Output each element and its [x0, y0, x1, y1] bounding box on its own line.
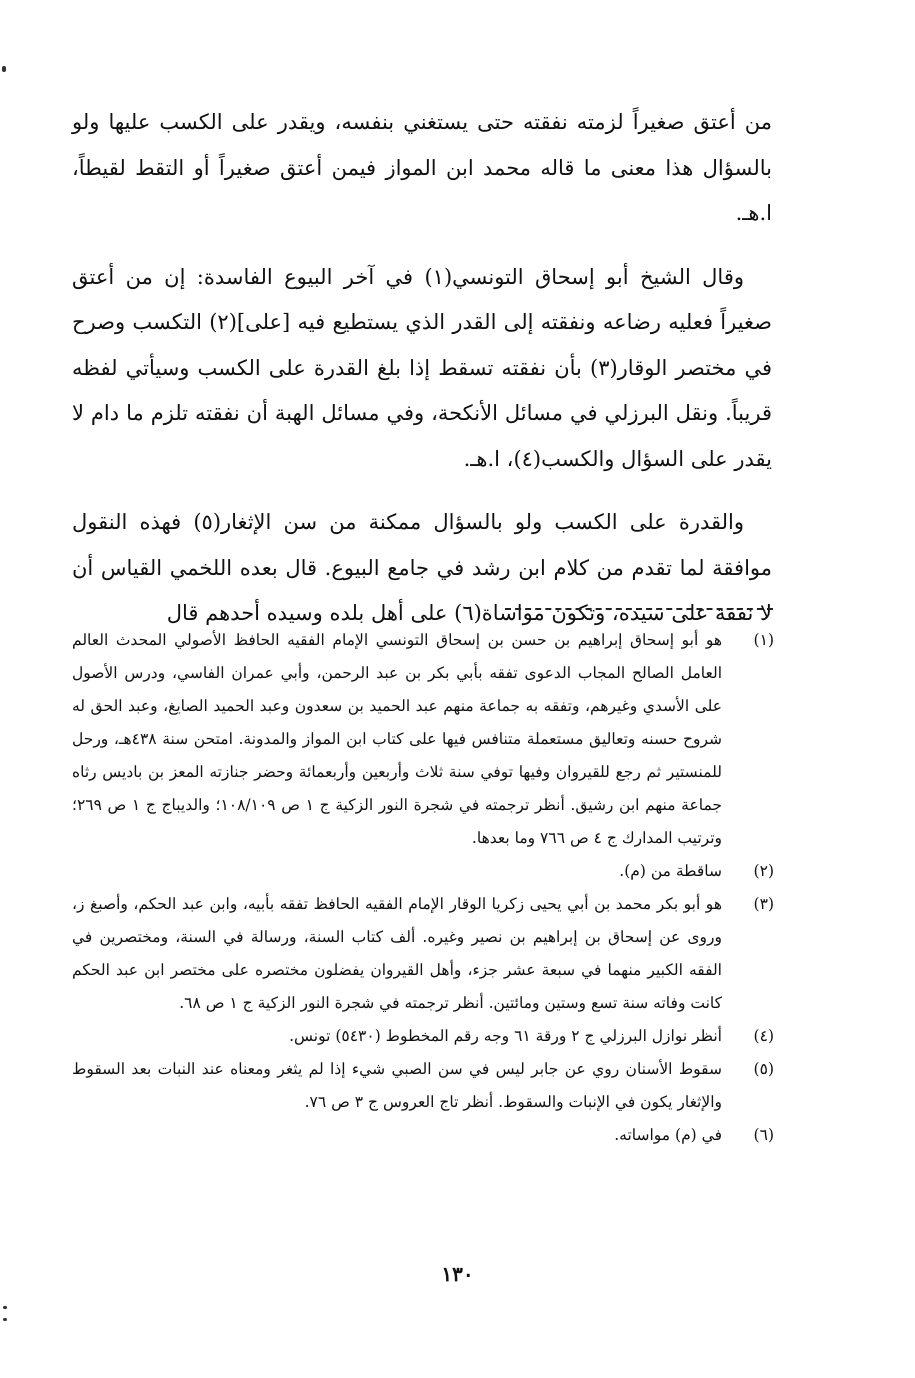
- body-paragraph: والقدرة على الكسب ولو بالسؤال ممكنة من سن الإثغار(٥) فهذه النقول موافقة لما تقدم من كلام ابن رشد في جامع البيوع. قال بعده اللخمي القياس أن لا نفقة على سيده، وتكون مواساة(٦) على أهل بلده وسيده أحدهم قال: [72, 510, 772, 625]
- footnote: [72, 1053, 774, 1119]
- scan-edge-mark: [3, 1318, 7, 1321]
- page-number: ١٣٠: [441, 1262, 474, 1286]
- footnote-number: (١): [753, 631, 774, 649]
- footnote-number: (٣): [753, 895, 774, 913]
- footnote-text: ساقطة من (م).: [619, 862, 722, 880]
- main-text: [72, 100, 772, 655]
- scan-edge-mark: [3, 1306, 7, 1309]
- footnote-text: سقوط الأسنان روي عن جابر ليس في سن الصبي شيء إذا لم يثغر ومعناه عند النبات بعد السقوط والإثغار يكون في الإنبات والسقوط. أنظر تاج العروس ج ٣ ص ٧٦.: [72, 1060, 722, 1111]
- footnote-text: أنظر نوازل البرزلي ج ٢ ورقة ٦١ وجه رقم المخطوط (٥٤٣٠) تونس.: [289, 1027, 722, 1045]
- footnote: [72, 1020, 774, 1053]
- footnote-text: هو أبو إسحاق إبراهيم بن حسن بن إسحاق التونسي الإمام الفقيه الحافظ الأصولي المحدث العالم العامل الصالح المجاب الدعوى تفقه بأبي بكر بن عبد الرحمن، وأبي عمران الفاسي، ودرس الأصول على الأسدي وغيرهم، وتفقه به جماعة منهم عبد الحميد بن سعدون وعبد الحميد الصايغ، وعبد الحق له شروح حسنه وتعاليق مستعملة متنافس فيها على كتاب ابن المواز والمدونة. امتحن سنة ٤٣٨هـ، ورحل للمنستير ثم رجع للقيروان وفيها توفي سنة ثلاث وأربعين وأربعمائة وحضر جنازته المعز بن باديس رثاه جماعة منهم ابن رشيق. أنظر ترجمته في شجرة النور الزكية ج ١ ص ١٠٨/١٠٩؛ والديباج ج ١ ص ٢٦٩؛ وترتيب المدارك ج ٤ ص ٧٦٦ وما بعدها.: [72, 631, 723, 847]
- footnote-number: (٤): [753, 1027, 774, 1045]
- footnote-divider: [505, 608, 773, 610]
- body-paragraph: من أعتق صغيراً لزمته نفقته حتى يستغني بنفسه، ويقدر على الكسب عليها ولو بالسؤال هذا معنى ما قاله محمد ابن المواز فيمن أعتق صغيراً أو التقط لقيطاً، ا.هـ.: [72, 110, 772, 225]
- footnote: [72, 888, 774, 1020]
- footnote-number: (٢): [753, 862, 774, 880]
- footnote: [72, 855, 774, 888]
- footnote: [72, 624, 774, 855]
- body-paragraph: وقال الشيخ أبو إسحاق التونسي(١) في آخر البيوع الفاسدة: إن من أعتق صغيراً فعليه رضاعه ونفقته إلى القدر الذي يستطيع فيه [على](٢) التكسب وصرح في مختصر الوقار(٣) بأن نفقته تسقط إذا بلغ القدرة على الكسب وسيأتي لفظه قريباً. ونقل البرزلي في مسائل الأنكحة، وفي مسائل الهبة أن نفقته تلزم ما دام لا يقدر على السؤال والكسب(٤)، ا.هـ.: [72, 264, 772, 471]
- footnotes: [72, 624, 774, 1152]
- footnote-number: (٦): [753, 1126, 774, 1144]
- footnote-text: في (م) مواساته.: [614, 1126, 722, 1144]
- footnote-number: (٥): [753, 1060, 774, 1078]
- scan-edge-mark: [2, 66, 6, 72]
- footnote: [72, 1119, 774, 1152]
- footnote-text: هو أبو بكر محمد بن أبي يحيى زكريا الوقار الإمام الفقيه الحافظ تفقه بأبيه، وابن عبد الحكم، وأصبغ ز، وروى عن إسحاق بن إبراهيم بن نصير وغيره. ألف كتاب السنة، ورسالة في السنة، ومختصرين في الفقه الكبير منهما في سبعة عشر جزء، وأهل القيروان يفضلون مختصره على مختصر ابن عبد الحكم كانت وفاته سنة تسع وستين ومائتين. أنظر ترجمته في شجرة النور الزكية ج ١ ص ٦٨.: [72, 895, 722, 1012]
